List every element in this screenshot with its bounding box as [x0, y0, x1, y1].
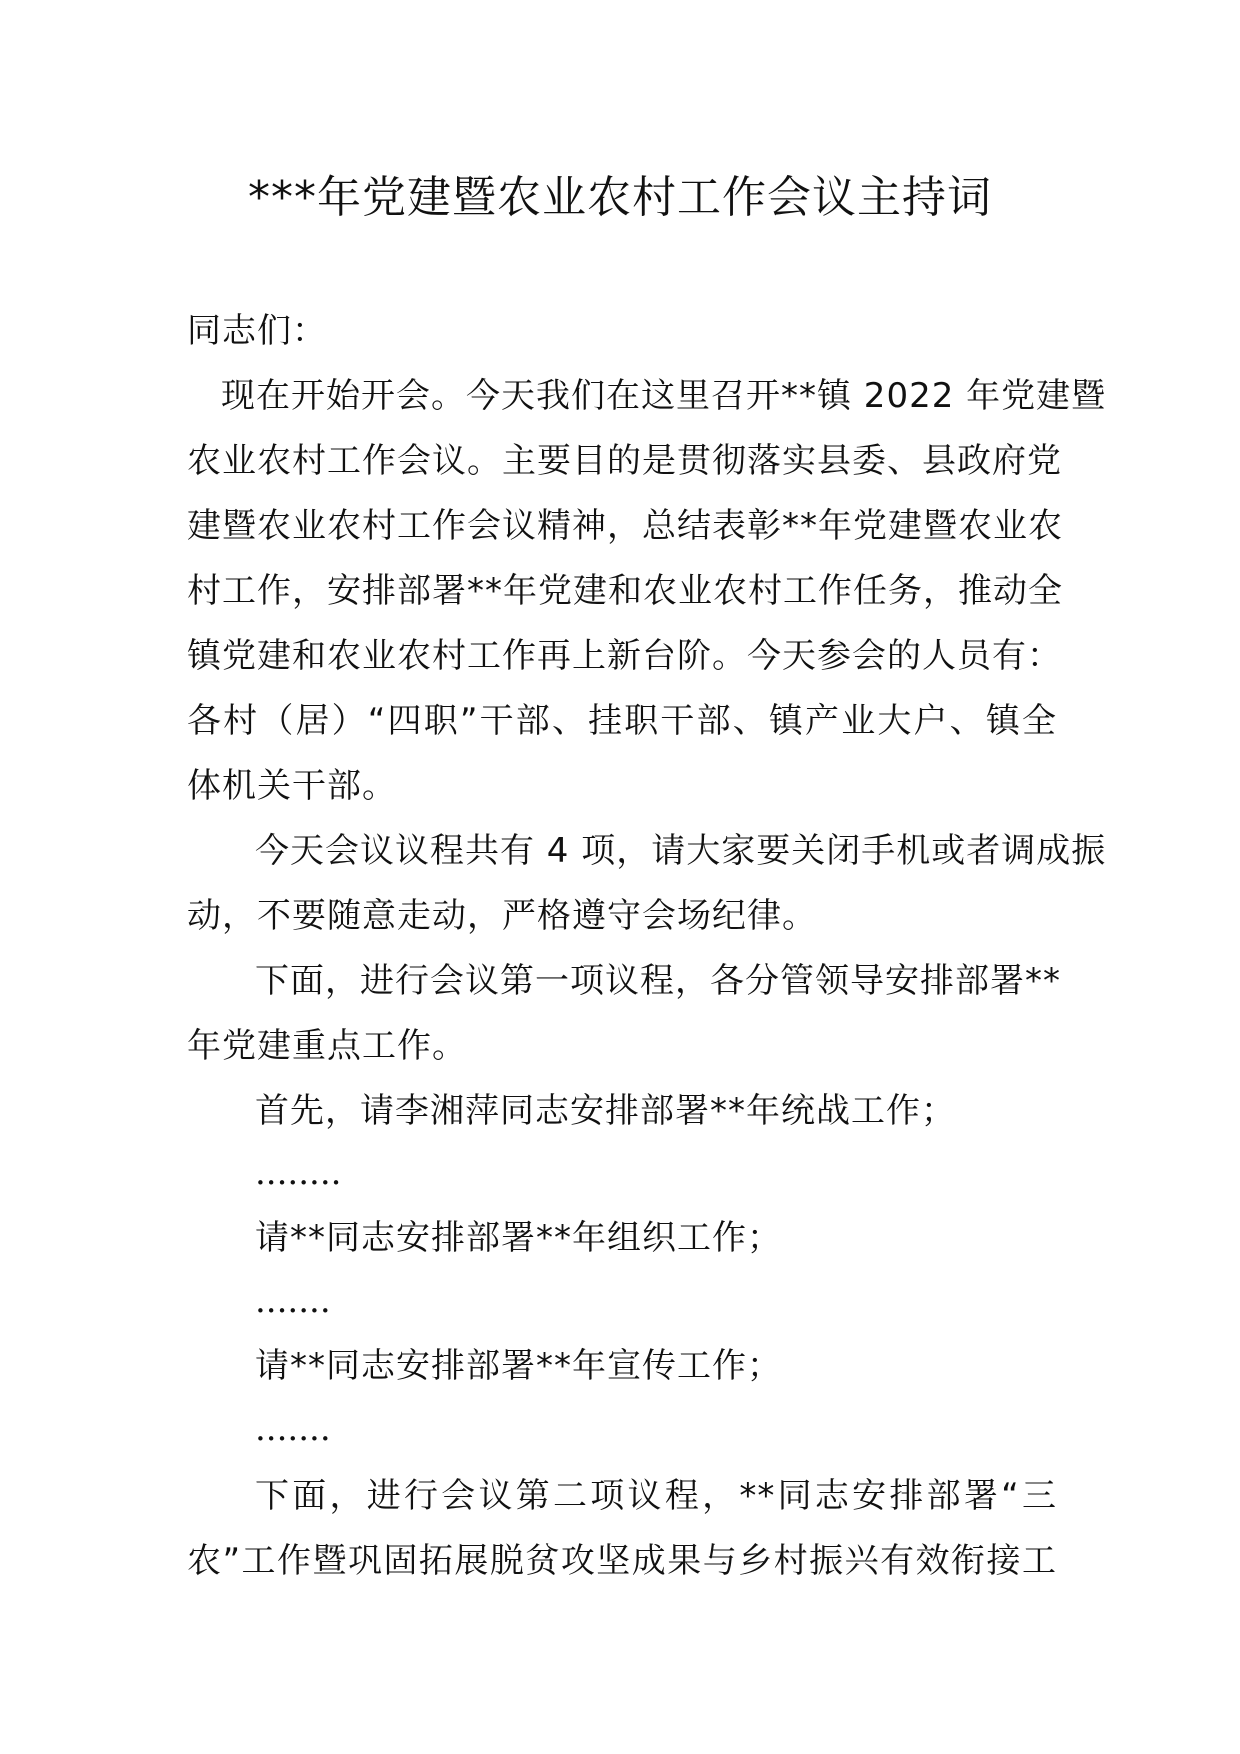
paragraph-line: 农”工作暨巩固拓展脱贫攻坚成果与乡村振兴有效衔接工: [187, 1541, 1057, 1581]
document-title: ***年党建暨农业农村工作会议主持词: [248, 172, 992, 223]
paragraph-line: 下面，进行会议第二项议程，**同志安排部署“三: [255, 1476, 1057, 1516]
paragraph-line: 请**同志安排部署**年宣传工作；: [255, 1346, 782, 1386]
ellipsis-line: .......: [255, 1281, 331, 1321]
paragraph-line: 首先，请李湘萍同志安排部署**年统战工作；: [255, 1091, 956, 1131]
paragraph-line: 下面，进行会议第一项议程，各分管领导安排部署**: [255, 961, 1061, 1001]
paragraph-line: 年党建重点工作。: [187, 1026, 467, 1066]
paragraph-line: 今天会议议程共有 4 项，请大家要关闭手机或者调成振: [255, 831, 1107, 871]
paragraph-line: 体机关干部。: [187, 766, 397, 806]
ellipsis-line: ........: [255, 1153, 342, 1193]
paragraph-line: 镇党建和农业农村工作再上新台阶。今天参会的人员有：: [187, 636, 1062, 676]
paragraph-line: 现在开始开会。今天我们在这里召开**镇 2022 年党建暨: [221, 376, 1107, 416]
paragraph-line: 动，不要随意走动，严格遵守会场纪律。: [187, 896, 817, 936]
salutation: 同志们：: [187, 311, 327, 351]
ellipsis-line: .......: [255, 1409, 331, 1449]
paragraph-line: 各村（居）“四职”干部、挂职干部、镇产业大户、镇全: [187, 701, 1057, 741]
paragraph-line: 建暨农业农村工作会议精神，总结表彰**年党建暨农业农: [187, 506, 1063, 546]
paragraph-line: 农业农村工作会议。主要目的是贯彻落实县委、县政府党: [187, 441, 1062, 481]
paragraph-line: 村工作，安排部署**年党建和农业农村工作任务，推动全: [187, 571, 1063, 611]
paragraph-line: 请**同志安排部署**年组织工作；: [255, 1218, 782, 1258]
